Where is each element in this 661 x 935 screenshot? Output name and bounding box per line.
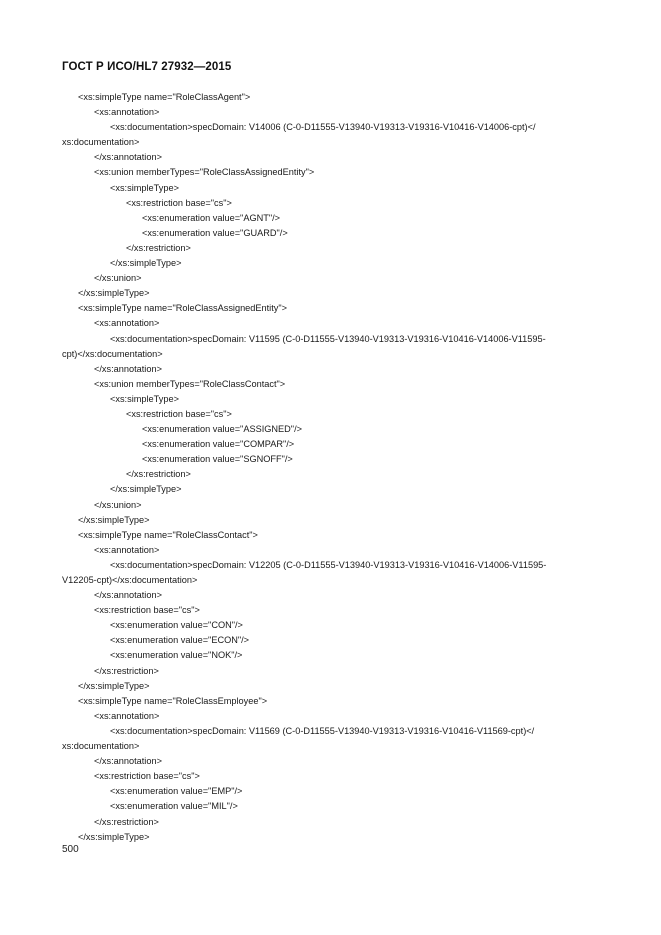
page-number: 500 bbox=[62, 844, 79, 855]
code-line: <xs:union memberTypes="RoleClassContact"> bbox=[94, 378, 286, 389]
code-line: <xs:enumeration value="GUARD"/> bbox=[142, 227, 288, 238]
code-line: </xs:simpleType> bbox=[110, 484, 182, 495]
code-line: <xs:simpleType name="RoleClassEmployee"> bbox=[78, 695, 268, 706]
code-line: <xs:enumeration value="NOK"/> bbox=[110, 650, 243, 661]
code-line: </xs:simpleType> bbox=[78, 514, 150, 525]
code-line: <xs:annotation> bbox=[94, 318, 160, 329]
code-line: <xs:restriction base="cs"> bbox=[94, 771, 200, 782]
code-line: <xs:enumeration value="ECON"/> bbox=[110, 635, 250, 646]
code-line: cpt)</xs:documentation> bbox=[62, 348, 163, 359]
code-line: </xs:simpleType> bbox=[110, 258, 182, 269]
code-line: </xs:union> bbox=[94, 499, 142, 510]
code-line: <xs:restriction base="cs"> bbox=[126, 408, 232, 419]
code-line: <xs:documentation>specDomain: V12205 (C-0-D11555-V13940-V19313-V19316-V10416-V14006-V11595- bbox=[110, 559, 547, 570]
document-header: ГОСТ Р ИСО/HL7 27932—2015 bbox=[62, 61, 232, 73]
code-line: </xs:simpleType> bbox=[78, 831, 150, 842]
code-line: </xs:restriction> bbox=[94, 816, 159, 827]
code-line: <xs:simpleType name="RoleClassAgent"> bbox=[78, 92, 251, 102]
code-line: </xs:restriction> bbox=[126, 242, 191, 253]
code-line: <xs:enumeration value="COMPAR"/> bbox=[142, 439, 295, 450]
code-line: </xs:simpleType> bbox=[78, 288, 150, 299]
code-line: <xs:documentation>specDomain: V11595 (C-0-D11555-V13940-V19313-V19316-V10416-V14006-V11595- bbox=[110, 333, 546, 344]
code-line: <xs:simpleType> bbox=[110, 393, 179, 404]
code-line: V12205-cpt)</xs:documentation> bbox=[62, 575, 198, 585]
code-line: <xs:documentation>specDomain: V14006 (C-0-D11555-V13940-V19313-V19316-V10416-V14006-cpt)</ bbox=[110, 122, 536, 133]
code-line: </xs:union> bbox=[94, 273, 142, 284]
code-line: </xs:annotation> bbox=[94, 756, 162, 767]
code-line: <xs:simpleType name="RoleClassContact"> bbox=[78, 529, 258, 540]
code-line: <xs:restriction base="cs"> bbox=[126, 197, 232, 208]
code-line: </xs:annotation> bbox=[94, 590, 162, 601]
code-line: <xs:restriction base="cs"> bbox=[94, 605, 200, 616]
code-line: <xs:simpleType name="RoleClassAssignedEntity"> bbox=[78, 303, 288, 314]
code-line: <xs:enumeration value="CON"/> bbox=[110, 620, 243, 631]
code-line: </xs:simpleType> bbox=[78, 680, 150, 691]
code-line: xs:documentation> bbox=[62, 741, 140, 752]
code-line: xs:documentation> bbox=[62, 137, 140, 148]
code-line: </xs:restriction> bbox=[94, 665, 159, 676]
xml-schema-listing bbox=[62, 90, 602, 845]
code-line: <xs:enumeration value="ASSIGNED"/> bbox=[142, 424, 302, 435]
code-line: <xs:simpleType> bbox=[110, 182, 179, 193]
code-line: </xs:annotation> bbox=[94, 363, 162, 374]
code-line: <xs:enumeration value="AGNT"/> bbox=[142, 212, 281, 223]
code-line: <xs:enumeration value="MIL"/> bbox=[110, 801, 238, 812]
code-line: <xs:union memberTypes="RoleClassAssignedEntity"> bbox=[94, 167, 315, 178]
code-line: <xs:documentation>specDomain: V11569 (C-0-D11555-V13940-V19313-V19316-V10416-V11569-cpt)</ bbox=[110, 725, 535, 736]
code-line: <xs:enumeration value="SGNOFF"/> bbox=[142, 454, 293, 465]
code-line: <xs:enumeration value="EMP"/> bbox=[110, 786, 243, 797]
code-line: </xs:annotation> bbox=[94, 152, 162, 163]
code-line: <xs:annotation> bbox=[94, 544, 160, 555]
code-line: <xs:annotation> bbox=[94, 107, 160, 118]
code-line: </xs:restriction> bbox=[126, 469, 191, 480]
code-line: <xs:annotation> bbox=[94, 710, 160, 721]
